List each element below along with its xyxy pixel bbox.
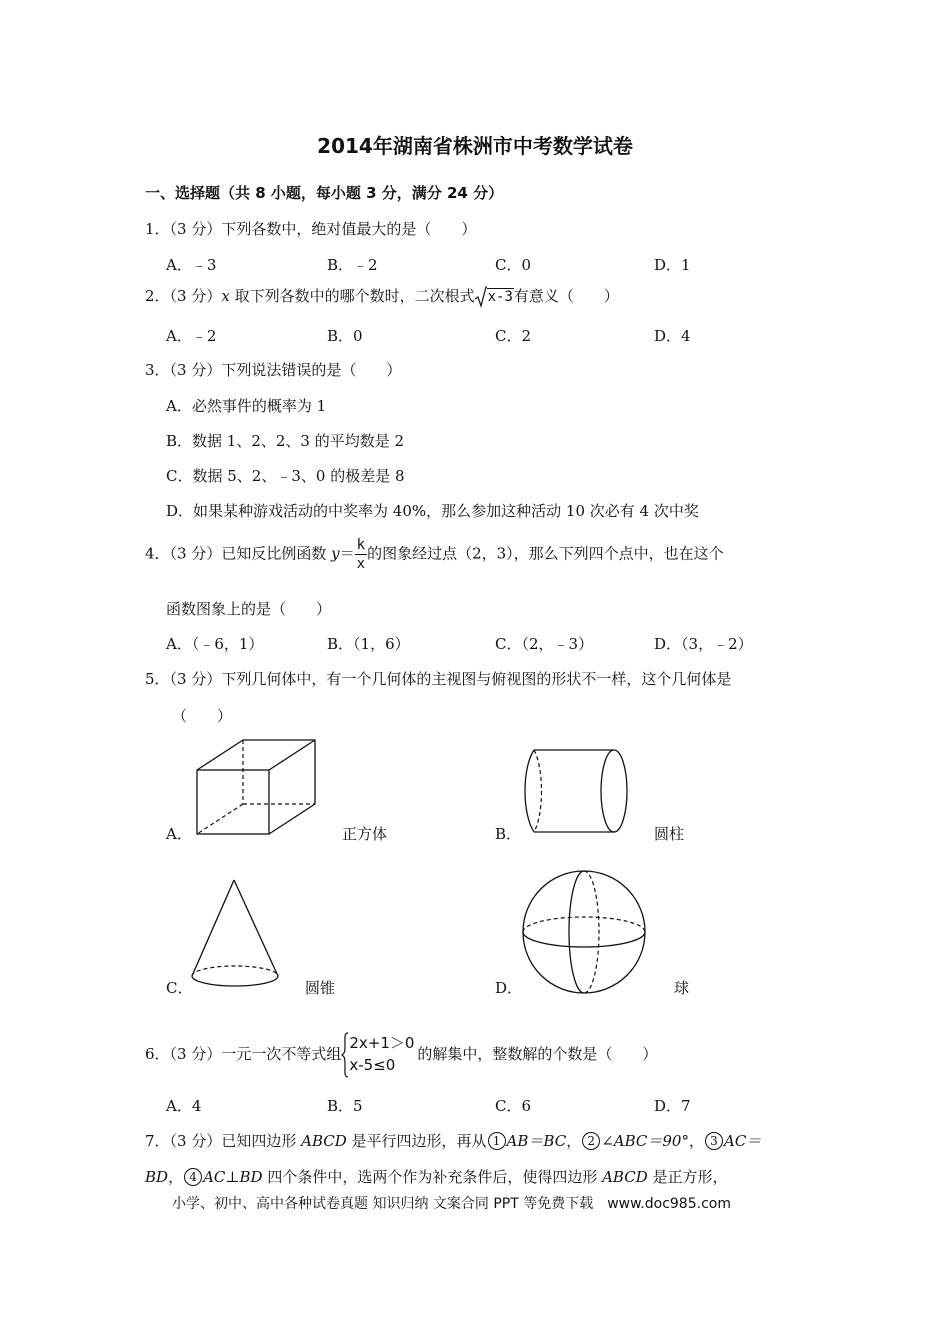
question-4-prefix: 4．（3 分）已知反比例函数 [145, 544, 332, 563]
condition-1: AB＝BC [506, 1132, 567, 1150]
section-heading: 一、选择题（共 8 小题，每小题 3 分，满分 24 分） [145, 184, 504, 202]
condition-number-3: 3 [705, 1132, 723, 1150]
question-2-suffix: 有意义（ ） [513, 287, 619, 305]
question-7-text-2: 四个条件中，选两个作为补充条件后，使得四边形 [262, 1168, 603, 1186]
inequality-line-2: x-5≤0 [349, 1056, 396, 1074]
question-5-option-b-letter[interactable]: B． [495, 825, 522, 843]
question-6-option-d[interactable]: D．7 [654, 1097, 691, 1115]
question-5-stem: 5．（3 分）下列几何体中，有一个几何体的主视图与俯视图的形状不一样，这个几何体是 [145, 670, 732, 688]
question-7-line-2 [145, 1166, 728, 1187]
condition-4: AC⊥BD [203, 1168, 263, 1186]
question-2-middle: 取下列各数中的哪个数时，二次根式 [229, 287, 475, 305]
question-2-option-d[interactable]: D．4 [654, 327, 691, 345]
question-1-option-b[interactable]: B．﹣2 [327, 256, 378, 274]
question-1-option-d[interactable]: D．1 [654, 256, 691, 274]
question-2-prefix: 2．（3 分） [145, 287, 222, 305]
fraction-denominator: x [356, 556, 366, 572]
question-2-option-b[interactable]: B．0 [327, 327, 363, 345]
condition-number-4: 4 [184, 1168, 202, 1186]
question-4-option-a[interactable]: A．（﹣6，1） [166, 635, 264, 653]
separator-3: ， [168, 1168, 184, 1186]
question-4-line-2: 函数图象上的是（ ） [166, 600, 332, 618]
question-6-option-b[interactable]: B．5 [327, 1097, 363, 1115]
question-6-option-a[interactable]: A．4 [166, 1097, 202, 1115]
fraction-numerator: k [356, 537, 366, 553]
cone-figure [190, 878, 282, 990]
radical-sign-icon [475, 286, 487, 308]
condition-3-start: AC＝ [724, 1132, 762, 1150]
separator-1: ， [566, 1132, 582, 1150]
question-3-stem: 3．（3 分）下列说法错误的是（ ） [145, 361, 402, 379]
question-3-option-b[interactable]: B．数据 1、2、2、3 的平均数是 2 [166, 432, 405, 450]
question-7-prefix: 7．（3 分）已知四边形 [145, 1132, 302, 1150]
separator-2: ， [688, 1132, 704, 1150]
question-5-option-d-name[interactable]: 球 [674, 979, 690, 997]
cube-figure [195, 738, 325, 838]
question-1-option-a[interactable]: A．﹣3 [166, 256, 217, 274]
fraction-k-over-x [355, 536, 367, 573]
question-4-option-b[interactable]: B．（1，6） [327, 635, 410, 653]
quadrilateral-name: ABCD [301, 1132, 347, 1150]
page-title: 2014年湖南省株洲市中考数学试卷 [317, 134, 633, 158]
footer-watermark: 小学、初中、高中各种试卷真题 知识归纳 文案合同 PPT 等免费下载 www.doc985.com [172, 1196, 731, 1212]
question-5-option-d-letter[interactable]: D． [495, 979, 523, 997]
question-5-option-a-letter[interactable]: A． [166, 825, 192, 843]
question-7-text: 是平行四边形，再从 [346, 1132, 487, 1150]
question-3-option-a[interactable]: A．必然事件的概率为 1 [166, 397, 327, 415]
condition-3-end: BD [145, 1168, 169, 1186]
inequality-line-1: 2x+1＞0 [349, 1034, 415, 1052]
condition-2: ∠ABC＝90° [601, 1132, 689, 1150]
question-6-option-c[interactable]: C．6 [495, 1097, 532, 1115]
question-1-option-c[interactable]: C．0 [495, 256, 532, 274]
question-2-stem [145, 285, 619, 308]
question-4-option-c[interactable]: C．（2，﹣3） [495, 635, 594, 653]
question-6-prefix: 6．（3 分）一元一次不等式组 [145, 1045, 342, 1063]
question-4-stem [145, 536, 724, 573]
question-5-option-c-name[interactable]: 圆锥 [305, 979, 336, 997]
question-5-option-b-name[interactable]: 圆柱 [654, 825, 685, 843]
condition-number-1: 1 [488, 1132, 506, 1150]
question-3-option-d[interactable]: D．如果某种游戏活动的中奖率为 40%，那么参加这种活动 10 次必有 4 次中奖 [166, 502, 699, 520]
question-5-answer-paren: （ ） [172, 707, 233, 725]
question-5-option-a-name[interactable]: 正方体 [342, 825, 388, 843]
question-4-variable: y [331, 544, 340, 563]
question-7-line-1 [145, 1130, 761, 1151]
question-2-option-c[interactable]: C．2 [495, 327, 532, 345]
question-2-option-a[interactable]: A．﹣2 [166, 327, 217, 345]
question-4-equals: ＝ [339, 544, 355, 563]
question-6-stem [145, 1032, 657, 1078]
sphere-figure [520, 868, 648, 996]
question-2-variable: x [221, 287, 230, 305]
square-root-expression [475, 286, 514, 308]
question-1-stem: 1．（3 分）下列各数中，绝对值最大的是（ ） [145, 220, 477, 238]
condition-number-2: 2 [582, 1132, 600, 1150]
question-4-suffix: 的图象经过点（2，3），那么下列四个点中，也在这个 [367, 544, 724, 563]
cylinder-figure [520, 748, 630, 838]
inequality-system [341, 1032, 417, 1078]
question-4-option-d[interactable]: D．（3，﹣2） [654, 635, 753, 653]
quadrilateral-name-2: ABCD [602, 1168, 648, 1186]
radicand: x-3 [487, 289, 513, 305]
question-3-option-c[interactable]: C．数据 5、2、﹣3、0 的极差是 8 [166, 467, 405, 485]
question-7-text-3: 是正方形， [647, 1168, 728, 1186]
left-brace-icon [341, 1032, 349, 1078]
question-6-suffix: 的解集中，整数解的个数是（ ） [417, 1045, 658, 1063]
question-5-option-c-letter[interactable]: C． [166, 979, 193, 997]
